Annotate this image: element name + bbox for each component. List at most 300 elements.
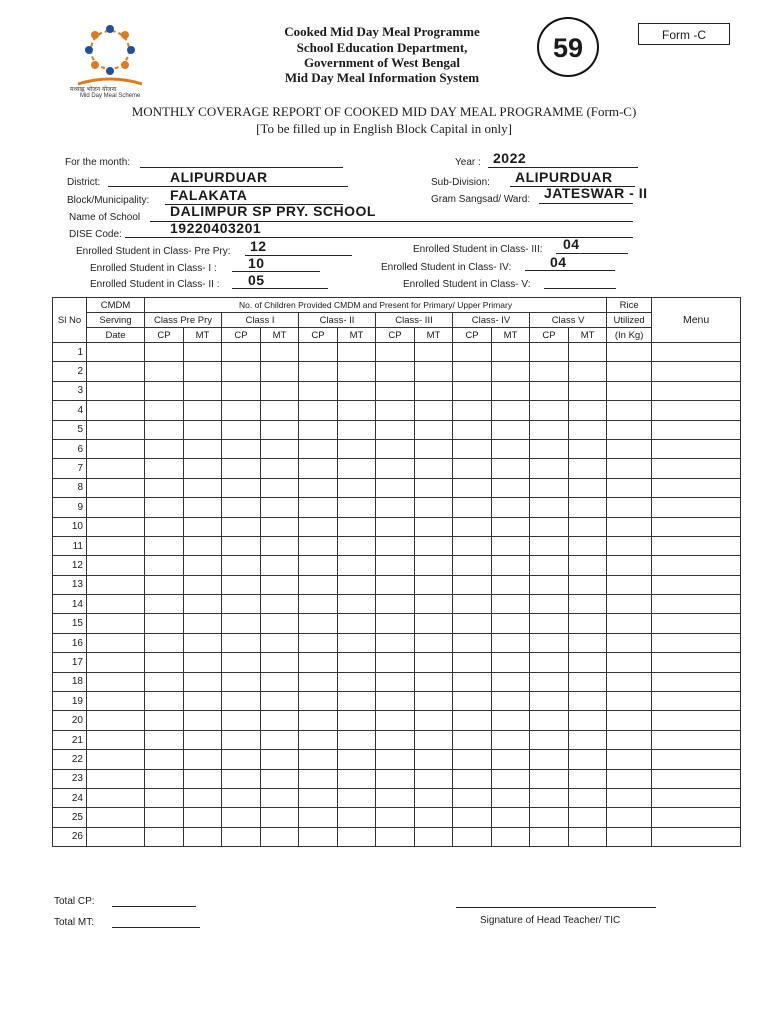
table-cell[interactable] bbox=[222, 711, 261, 730]
table-cell[interactable] bbox=[607, 517, 652, 536]
table-cell[interactable] bbox=[492, 750, 530, 769]
table-cell[interactable] bbox=[607, 595, 652, 614]
table-cell[interactable] bbox=[569, 633, 607, 652]
table-cell[interactable] bbox=[607, 769, 652, 788]
table-cell[interactable] bbox=[415, 459, 453, 478]
table-cell[interactable] bbox=[261, 575, 299, 594]
table-cell[interactable] bbox=[184, 343, 222, 362]
table-cell[interactable] bbox=[453, 788, 492, 807]
table-cell[interactable] bbox=[530, 808, 569, 827]
table-cell[interactable] bbox=[415, 711, 453, 730]
table-cell[interactable] bbox=[652, 595, 741, 614]
table-cell[interactable] bbox=[261, 381, 299, 400]
table-cell[interactable] bbox=[222, 730, 261, 749]
table-cell[interactable] bbox=[607, 730, 652, 749]
table-cell[interactable] bbox=[652, 730, 741, 749]
table-cell[interactable] bbox=[338, 769, 376, 788]
table-cell[interactable] bbox=[607, 788, 652, 807]
table-cell[interactable] bbox=[87, 827, 145, 846]
table-cell[interactable] bbox=[184, 362, 222, 381]
table-cell[interactable] bbox=[145, 750, 184, 769]
table-cell[interactable] bbox=[607, 614, 652, 633]
table-cell[interactable] bbox=[607, 653, 652, 672]
table-cell[interactable] bbox=[145, 633, 184, 652]
table-cell[interactable] bbox=[652, 633, 741, 652]
table-cell[interactable] bbox=[184, 827, 222, 846]
table-cell[interactable] bbox=[261, 556, 299, 575]
table-cell[interactable] bbox=[492, 478, 530, 497]
table-cell[interactable] bbox=[145, 769, 184, 788]
table-cell[interactable] bbox=[376, 517, 415, 536]
table-cell[interactable] bbox=[261, 827, 299, 846]
table-cell[interactable] bbox=[299, 343, 338, 362]
table-cell[interactable] bbox=[222, 575, 261, 594]
table-cell[interactable] bbox=[652, 556, 741, 575]
table-cell[interactable] bbox=[87, 653, 145, 672]
table-cell[interactable] bbox=[569, 614, 607, 633]
class1-value[interactable]: 10 bbox=[248, 255, 265, 271]
table-cell[interactable] bbox=[530, 556, 569, 575]
table-cell[interactable] bbox=[184, 769, 222, 788]
table-cell[interactable] bbox=[376, 439, 415, 458]
table-cell[interactable] bbox=[261, 711, 299, 730]
table-cell[interactable] bbox=[492, 827, 530, 846]
table-cell[interactable] bbox=[492, 614, 530, 633]
table-cell[interactable] bbox=[415, 653, 453, 672]
table-cell[interactable] bbox=[607, 536, 652, 555]
table-cell[interactable] bbox=[145, 672, 184, 691]
table-cell[interactable] bbox=[652, 808, 741, 827]
table-cell[interactable] bbox=[492, 556, 530, 575]
table-cell[interactable] bbox=[261, 420, 299, 439]
table-cell[interactable] bbox=[607, 420, 652, 439]
table-cell[interactable] bbox=[299, 595, 338, 614]
table-cell[interactable] bbox=[415, 769, 453, 788]
table-cell[interactable] bbox=[261, 808, 299, 827]
table-cell[interactable] bbox=[261, 439, 299, 458]
table-cell[interactable] bbox=[87, 536, 145, 555]
table-cell[interactable] bbox=[453, 730, 492, 749]
table-cell[interactable] bbox=[222, 459, 261, 478]
table-cell[interactable] bbox=[184, 498, 222, 517]
table-cell[interactable] bbox=[145, 459, 184, 478]
table-cell[interactable] bbox=[530, 439, 569, 458]
table-cell[interactable] bbox=[607, 672, 652, 691]
table-cell[interactable] bbox=[492, 595, 530, 614]
table-cell[interactable] bbox=[299, 517, 338, 536]
table-cell[interactable] bbox=[87, 808, 145, 827]
table-cell[interactable] bbox=[145, 343, 184, 362]
table-cell[interactable] bbox=[338, 381, 376, 400]
table-cell[interactable] bbox=[569, 459, 607, 478]
table-cell[interactable] bbox=[87, 692, 145, 711]
table-cell[interactable] bbox=[530, 459, 569, 478]
table-cell[interactable] bbox=[453, 536, 492, 555]
table-cell[interactable] bbox=[145, 439, 184, 458]
table-cell[interactable] bbox=[338, 614, 376, 633]
table-cell[interactable] bbox=[652, 672, 741, 691]
table-cell[interactable] bbox=[222, 750, 261, 769]
table-cell[interactable] bbox=[415, 478, 453, 497]
table-cell[interactable] bbox=[376, 692, 415, 711]
table-cell[interactable] bbox=[376, 420, 415, 439]
table-cell[interactable] bbox=[222, 808, 261, 827]
table-cell[interactable] bbox=[607, 343, 652, 362]
table-cell[interactable] bbox=[145, 808, 184, 827]
table-cell[interactable] bbox=[569, 439, 607, 458]
table-cell[interactable] bbox=[652, 769, 741, 788]
table-cell[interactable] bbox=[184, 672, 222, 691]
table-cell[interactable] bbox=[184, 556, 222, 575]
table-cell[interactable] bbox=[492, 692, 530, 711]
table-cell[interactable] bbox=[530, 750, 569, 769]
table-cell[interactable] bbox=[299, 827, 338, 846]
table-cell[interactable] bbox=[184, 808, 222, 827]
table-cell[interactable] bbox=[87, 575, 145, 594]
table-cell[interactable] bbox=[415, 808, 453, 827]
table-cell[interactable] bbox=[145, 575, 184, 594]
table-cell[interactable] bbox=[299, 575, 338, 594]
table-cell[interactable] bbox=[376, 730, 415, 749]
table-cell[interactable] bbox=[261, 653, 299, 672]
table-cell[interactable] bbox=[415, 788, 453, 807]
table-cell[interactable] bbox=[338, 420, 376, 439]
table-cell[interactable] bbox=[453, 439, 492, 458]
table-cell[interactable] bbox=[415, 614, 453, 633]
table-cell[interactable] bbox=[87, 750, 145, 769]
table-cell[interactable] bbox=[261, 459, 299, 478]
table-cell[interactable] bbox=[184, 595, 222, 614]
table-cell[interactable] bbox=[222, 381, 261, 400]
table-cell[interactable] bbox=[145, 827, 184, 846]
table-cell[interactable] bbox=[184, 730, 222, 749]
table-cell[interactable] bbox=[338, 633, 376, 652]
table-cell[interactable] bbox=[415, 420, 453, 439]
table-cell[interactable] bbox=[145, 498, 184, 517]
table-cell[interactable] bbox=[607, 575, 652, 594]
table-cell[interactable] bbox=[569, 750, 607, 769]
table-cell[interactable] bbox=[299, 808, 338, 827]
table-cell[interactable] bbox=[652, 827, 741, 846]
table-cell[interactable] bbox=[530, 827, 569, 846]
table-cell[interactable] bbox=[87, 633, 145, 652]
table-cell[interactable] bbox=[87, 788, 145, 807]
table-cell[interactable] bbox=[492, 401, 530, 420]
table-cell[interactable] bbox=[652, 478, 741, 497]
table-cell[interactable] bbox=[338, 711, 376, 730]
table-cell[interactable] bbox=[145, 536, 184, 555]
table-cell[interactable] bbox=[261, 401, 299, 420]
table-cell[interactable] bbox=[184, 653, 222, 672]
table-cell[interactable] bbox=[222, 633, 261, 652]
table-cell[interactable] bbox=[530, 653, 569, 672]
table-cell[interactable] bbox=[376, 362, 415, 381]
table-cell[interactable] bbox=[376, 595, 415, 614]
table-cell[interactable] bbox=[222, 769, 261, 788]
table-cell[interactable] bbox=[87, 498, 145, 517]
district-value[interactable]: ALIPURDUAR bbox=[170, 169, 268, 185]
table-cell[interactable] bbox=[569, 401, 607, 420]
table-cell[interactable] bbox=[261, 517, 299, 536]
table-cell[interactable] bbox=[415, 692, 453, 711]
table-cell[interactable] bbox=[453, 362, 492, 381]
table-cell[interactable] bbox=[569, 362, 607, 381]
table-cell[interactable] bbox=[415, 343, 453, 362]
table-cell[interactable] bbox=[338, 439, 376, 458]
table-cell[interactable] bbox=[453, 808, 492, 827]
table-cell[interactable] bbox=[338, 362, 376, 381]
table-cell[interactable] bbox=[222, 827, 261, 846]
table-cell[interactable] bbox=[415, 401, 453, 420]
table-cell[interactable] bbox=[222, 439, 261, 458]
table-cell[interactable] bbox=[492, 517, 530, 536]
table-cell[interactable] bbox=[145, 517, 184, 536]
table-cell[interactable] bbox=[607, 362, 652, 381]
table-cell[interactable] bbox=[652, 459, 741, 478]
table-cell[interactable] bbox=[299, 750, 338, 769]
table-cell[interactable] bbox=[184, 692, 222, 711]
table-cell[interactable] bbox=[222, 478, 261, 497]
table-cell[interactable] bbox=[87, 769, 145, 788]
table-cell[interactable] bbox=[338, 517, 376, 536]
table-cell[interactable] bbox=[492, 769, 530, 788]
table-cell[interactable] bbox=[299, 420, 338, 439]
table-cell[interactable] bbox=[87, 478, 145, 497]
table-cell[interactable] bbox=[376, 536, 415, 555]
table-cell[interactable] bbox=[299, 381, 338, 400]
table-cell[interactable] bbox=[87, 595, 145, 614]
table-cell[interactable] bbox=[415, 517, 453, 536]
table-cell[interactable] bbox=[261, 595, 299, 614]
table-cell[interactable] bbox=[376, 769, 415, 788]
table-cell[interactable] bbox=[338, 808, 376, 827]
table-cell[interactable] bbox=[569, 420, 607, 439]
table-cell[interactable] bbox=[453, 517, 492, 536]
table-cell[interactable] bbox=[453, 711, 492, 730]
table-cell[interactable] bbox=[492, 498, 530, 517]
table-cell[interactable] bbox=[338, 692, 376, 711]
table-cell[interactable] bbox=[569, 556, 607, 575]
school-value[interactable]: DALIMPUR SP PRY. SCHOOL bbox=[170, 203, 376, 219]
table-cell[interactable] bbox=[184, 459, 222, 478]
table-cell[interactable] bbox=[453, 556, 492, 575]
table-cell[interactable] bbox=[453, 595, 492, 614]
table-cell[interactable] bbox=[338, 750, 376, 769]
table-cell[interactable] bbox=[376, 788, 415, 807]
table-cell[interactable] bbox=[87, 730, 145, 749]
table-cell[interactable] bbox=[607, 439, 652, 458]
table-cell[interactable] bbox=[530, 343, 569, 362]
table-cell[interactable] bbox=[261, 536, 299, 555]
table-cell[interactable] bbox=[453, 420, 492, 439]
table-cell[interactable] bbox=[261, 730, 299, 749]
table-cell[interactable] bbox=[145, 556, 184, 575]
table-cell[interactable] bbox=[184, 420, 222, 439]
table-cell[interactable] bbox=[338, 575, 376, 594]
table-cell[interactable] bbox=[261, 750, 299, 769]
table-cell[interactable] bbox=[261, 362, 299, 381]
table-cell[interactable] bbox=[184, 536, 222, 555]
table-cell[interactable] bbox=[299, 556, 338, 575]
table-cell[interactable] bbox=[261, 498, 299, 517]
table-cell[interactable] bbox=[376, 381, 415, 400]
table-cell[interactable] bbox=[299, 692, 338, 711]
table-cell[interactable] bbox=[415, 536, 453, 555]
table-cell[interactable] bbox=[492, 536, 530, 555]
table-cell[interactable] bbox=[222, 672, 261, 691]
table-cell[interactable] bbox=[415, 672, 453, 691]
table-cell[interactable] bbox=[87, 381, 145, 400]
table-cell[interactable] bbox=[299, 536, 338, 555]
class4-value[interactable]: 04 bbox=[550, 254, 567, 270]
table-cell[interactable] bbox=[261, 614, 299, 633]
table-cell[interactable] bbox=[453, 633, 492, 652]
table-cell[interactable] bbox=[222, 653, 261, 672]
table-cell[interactable] bbox=[338, 730, 376, 749]
table-cell[interactable] bbox=[569, 381, 607, 400]
table-cell[interactable] bbox=[299, 614, 338, 633]
table-cell[interactable] bbox=[453, 459, 492, 478]
table-cell[interactable] bbox=[453, 692, 492, 711]
table-cell[interactable] bbox=[652, 517, 741, 536]
table-cell[interactable] bbox=[145, 401, 184, 420]
table-cell[interactable] bbox=[415, 575, 453, 594]
table-cell[interactable] bbox=[607, 478, 652, 497]
table-cell[interactable] bbox=[530, 517, 569, 536]
table-cell[interactable] bbox=[569, 536, 607, 555]
table-cell[interactable] bbox=[299, 769, 338, 788]
table-cell[interactable] bbox=[530, 575, 569, 594]
table-cell[interactable] bbox=[338, 401, 376, 420]
table-cell[interactable] bbox=[607, 459, 652, 478]
table-cell[interactable] bbox=[530, 420, 569, 439]
table-cell[interactable] bbox=[145, 692, 184, 711]
table-cell[interactable] bbox=[492, 575, 530, 594]
table-cell[interactable] bbox=[453, 381, 492, 400]
table-cell[interactable] bbox=[184, 401, 222, 420]
table-cell[interactable] bbox=[492, 730, 530, 749]
table-cell[interactable] bbox=[607, 750, 652, 769]
table-cell[interactable] bbox=[530, 381, 569, 400]
table-cell[interactable] bbox=[184, 478, 222, 497]
table-cell[interactable] bbox=[261, 769, 299, 788]
table-cell[interactable] bbox=[415, 381, 453, 400]
table-cell[interactable] bbox=[376, 808, 415, 827]
table-cell[interactable] bbox=[145, 420, 184, 439]
table-cell[interactable] bbox=[453, 498, 492, 517]
table-cell[interactable] bbox=[607, 827, 652, 846]
table-cell[interactable] bbox=[376, 672, 415, 691]
table-cell[interactable] bbox=[299, 633, 338, 652]
table-cell[interactable] bbox=[652, 498, 741, 517]
table-cell[interactable] bbox=[145, 711, 184, 730]
block-value[interactable]: FALAKATA bbox=[170, 187, 248, 203]
table-cell[interactable] bbox=[299, 478, 338, 497]
table-cell[interactable] bbox=[569, 692, 607, 711]
table-cell[interactable] bbox=[607, 711, 652, 730]
table-cell[interactable] bbox=[299, 439, 338, 458]
table-cell[interactable] bbox=[652, 439, 741, 458]
table-cell[interactable] bbox=[145, 595, 184, 614]
table-cell[interactable] bbox=[338, 343, 376, 362]
table-cell[interactable] bbox=[87, 711, 145, 730]
table-cell[interactable] bbox=[652, 401, 741, 420]
table-cell[interactable] bbox=[222, 517, 261, 536]
table-cell[interactable] bbox=[145, 653, 184, 672]
table-cell[interactable] bbox=[299, 730, 338, 749]
table-cell[interactable] bbox=[415, 498, 453, 517]
table-cell[interactable] bbox=[87, 459, 145, 478]
table-cell[interactable] bbox=[492, 343, 530, 362]
table-cell[interactable] bbox=[652, 788, 741, 807]
table-cell[interactable] bbox=[338, 788, 376, 807]
table-cell[interactable] bbox=[652, 536, 741, 555]
table-cell[interactable] bbox=[184, 633, 222, 652]
table-cell[interactable] bbox=[299, 788, 338, 807]
table-cell[interactable] bbox=[338, 653, 376, 672]
table-cell[interactable] bbox=[145, 362, 184, 381]
dise-value[interactable]: 19220403201 bbox=[170, 220, 262, 236]
table-cell[interactable] bbox=[415, 633, 453, 652]
table-cell[interactable] bbox=[222, 595, 261, 614]
table-cell[interactable] bbox=[569, 343, 607, 362]
table-cell[interactable] bbox=[569, 575, 607, 594]
table-cell[interactable] bbox=[530, 769, 569, 788]
table-cell[interactable] bbox=[299, 672, 338, 691]
table-cell[interactable] bbox=[569, 498, 607, 517]
table-cell[interactable] bbox=[222, 362, 261, 381]
table-cell[interactable] bbox=[184, 575, 222, 594]
table-cell[interactable] bbox=[299, 653, 338, 672]
table-cell[interactable] bbox=[338, 556, 376, 575]
table-cell[interactable] bbox=[87, 614, 145, 633]
table-cell[interactable] bbox=[569, 808, 607, 827]
table-cell[interactable] bbox=[222, 614, 261, 633]
table-cell[interactable] bbox=[415, 439, 453, 458]
table-cell[interactable] bbox=[261, 343, 299, 362]
table-cell[interactable] bbox=[338, 536, 376, 555]
table-cell[interactable] bbox=[261, 478, 299, 497]
table-cell[interactable] bbox=[530, 362, 569, 381]
table-cell[interactable] bbox=[530, 692, 569, 711]
table-cell[interactable] bbox=[222, 692, 261, 711]
table-cell[interactable] bbox=[184, 614, 222, 633]
table-cell[interactable] bbox=[184, 381, 222, 400]
table-cell[interactable] bbox=[453, 575, 492, 594]
table-cell[interactable] bbox=[453, 672, 492, 691]
table-cell[interactable] bbox=[530, 478, 569, 497]
table-cell[interactable] bbox=[492, 362, 530, 381]
table-cell[interactable] bbox=[222, 536, 261, 555]
table-cell[interactable] bbox=[145, 478, 184, 497]
table-cell[interactable] bbox=[222, 788, 261, 807]
table-cell[interactable] bbox=[453, 478, 492, 497]
table-cell[interactable] bbox=[261, 672, 299, 691]
table-cell[interactable] bbox=[492, 672, 530, 691]
table-cell[interactable] bbox=[415, 595, 453, 614]
table-cell[interactable] bbox=[530, 498, 569, 517]
table-cell[interactable] bbox=[569, 672, 607, 691]
table-cell[interactable] bbox=[376, 633, 415, 652]
subdivision-value[interactable]: ALIPURDUAR bbox=[515, 169, 613, 185]
table-cell[interactable] bbox=[607, 401, 652, 420]
table-cell[interactable] bbox=[87, 439, 145, 458]
table-cell[interactable] bbox=[569, 730, 607, 749]
table-cell[interactable] bbox=[652, 381, 741, 400]
table-cell[interactable] bbox=[87, 672, 145, 691]
table-cell[interactable] bbox=[376, 498, 415, 517]
prepry-value[interactable]: 12 bbox=[250, 238, 267, 254]
